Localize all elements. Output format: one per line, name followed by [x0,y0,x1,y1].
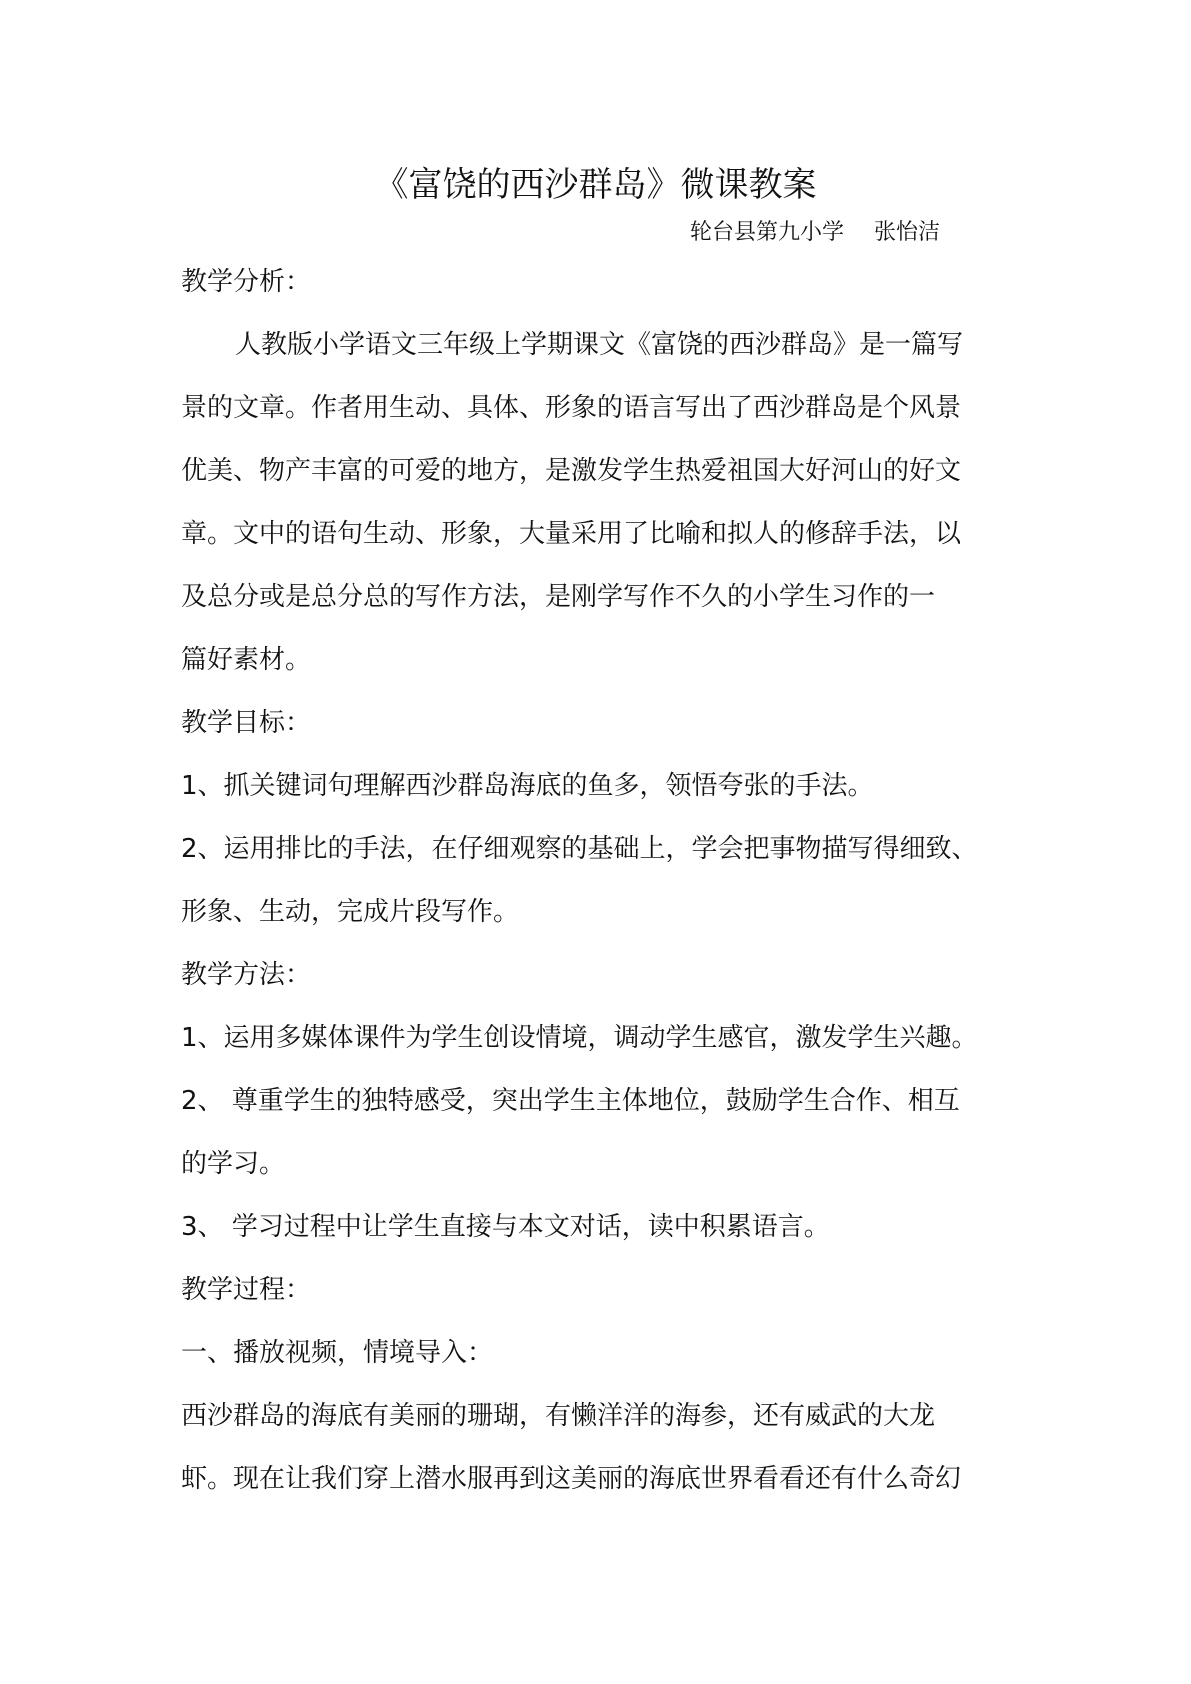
paragraph-line: 优美、物产丰富的可爱的地方，是激发学生热爱祖国大好河山的好文 [181,456,962,486]
byline [690,217,940,249]
paragraph-line: 章。文中的语句生动、形象，大量采用了比喻和拟人的修辞手法，以 [181,519,962,549]
list-item: 2、 尊重学生的独特感受，突出学生主体地位，鼓励学生合作、相互 [181,1086,960,1116]
paragraph-line: 西沙群岛的海底有美丽的珊瑚，有懒洋洋的海参，还有威武的大龙 [181,1401,936,1431]
section-heading-methods: 教学方法： [181,960,312,990]
list-item-continuation: 的学习。 [181,1149,286,1179]
paragraph-line: 及总分或是总分总的写作方法，是刚学写作不久的小学生习作的一 [181,582,936,612]
list-item: 3、 学习过程中让学生直接与本文对话，读中积累语言。 [181,1212,830,1242]
paragraph-line: 人教版小学语文三年级上学期课文《富饶的西沙群岛》是一篇写 [235,330,964,360]
section-heading-analysis: 教学分析： [181,267,312,297]
list-item: 1、运用多媒体课件为学生创设情境，调动学生感官，激发学生兴趣。 [181,1023,978,1053]
paragraph-line: 篇好素材。 [181,645,312,675]
document-body [181,262,1031,1522]
list-item: 2、运用排比的手法，在仔细观察的基础上，学会把事物描写得细致、 [181,834,978,864]
section-heading-process: 教学过程： [181,1275,312,1305]
list-item-continuation: 形象、生动，完成片段写作。 [181,897,520,927]
subheading: 一、播放视频，情境导入： [181,1338,494,1368]
paragraph-line: 景的文章。作者用生动、具体、形象的语言写出了西沙群岛是个风景 [181,393,962,423]
school-name: 轮台县第九小学 [690,220,845,245]
author-name: 张怡洁 [874,220,941,245]
document-title: 《富饶的西沙群岛》微课教案 [374,165,817,205]
paragraph-line: 虾。现在让我们穿上潜水服再到这美丽的海底世界看看还有什么奇幻 [181,1464,962,1494]
list-item: 1、抓关键词句理解西沙群岛海底的鱼多，领悟夸张的手法。 [181,771,874,801]
section-heading-goals: 教学目标： [181,708,312,738]
